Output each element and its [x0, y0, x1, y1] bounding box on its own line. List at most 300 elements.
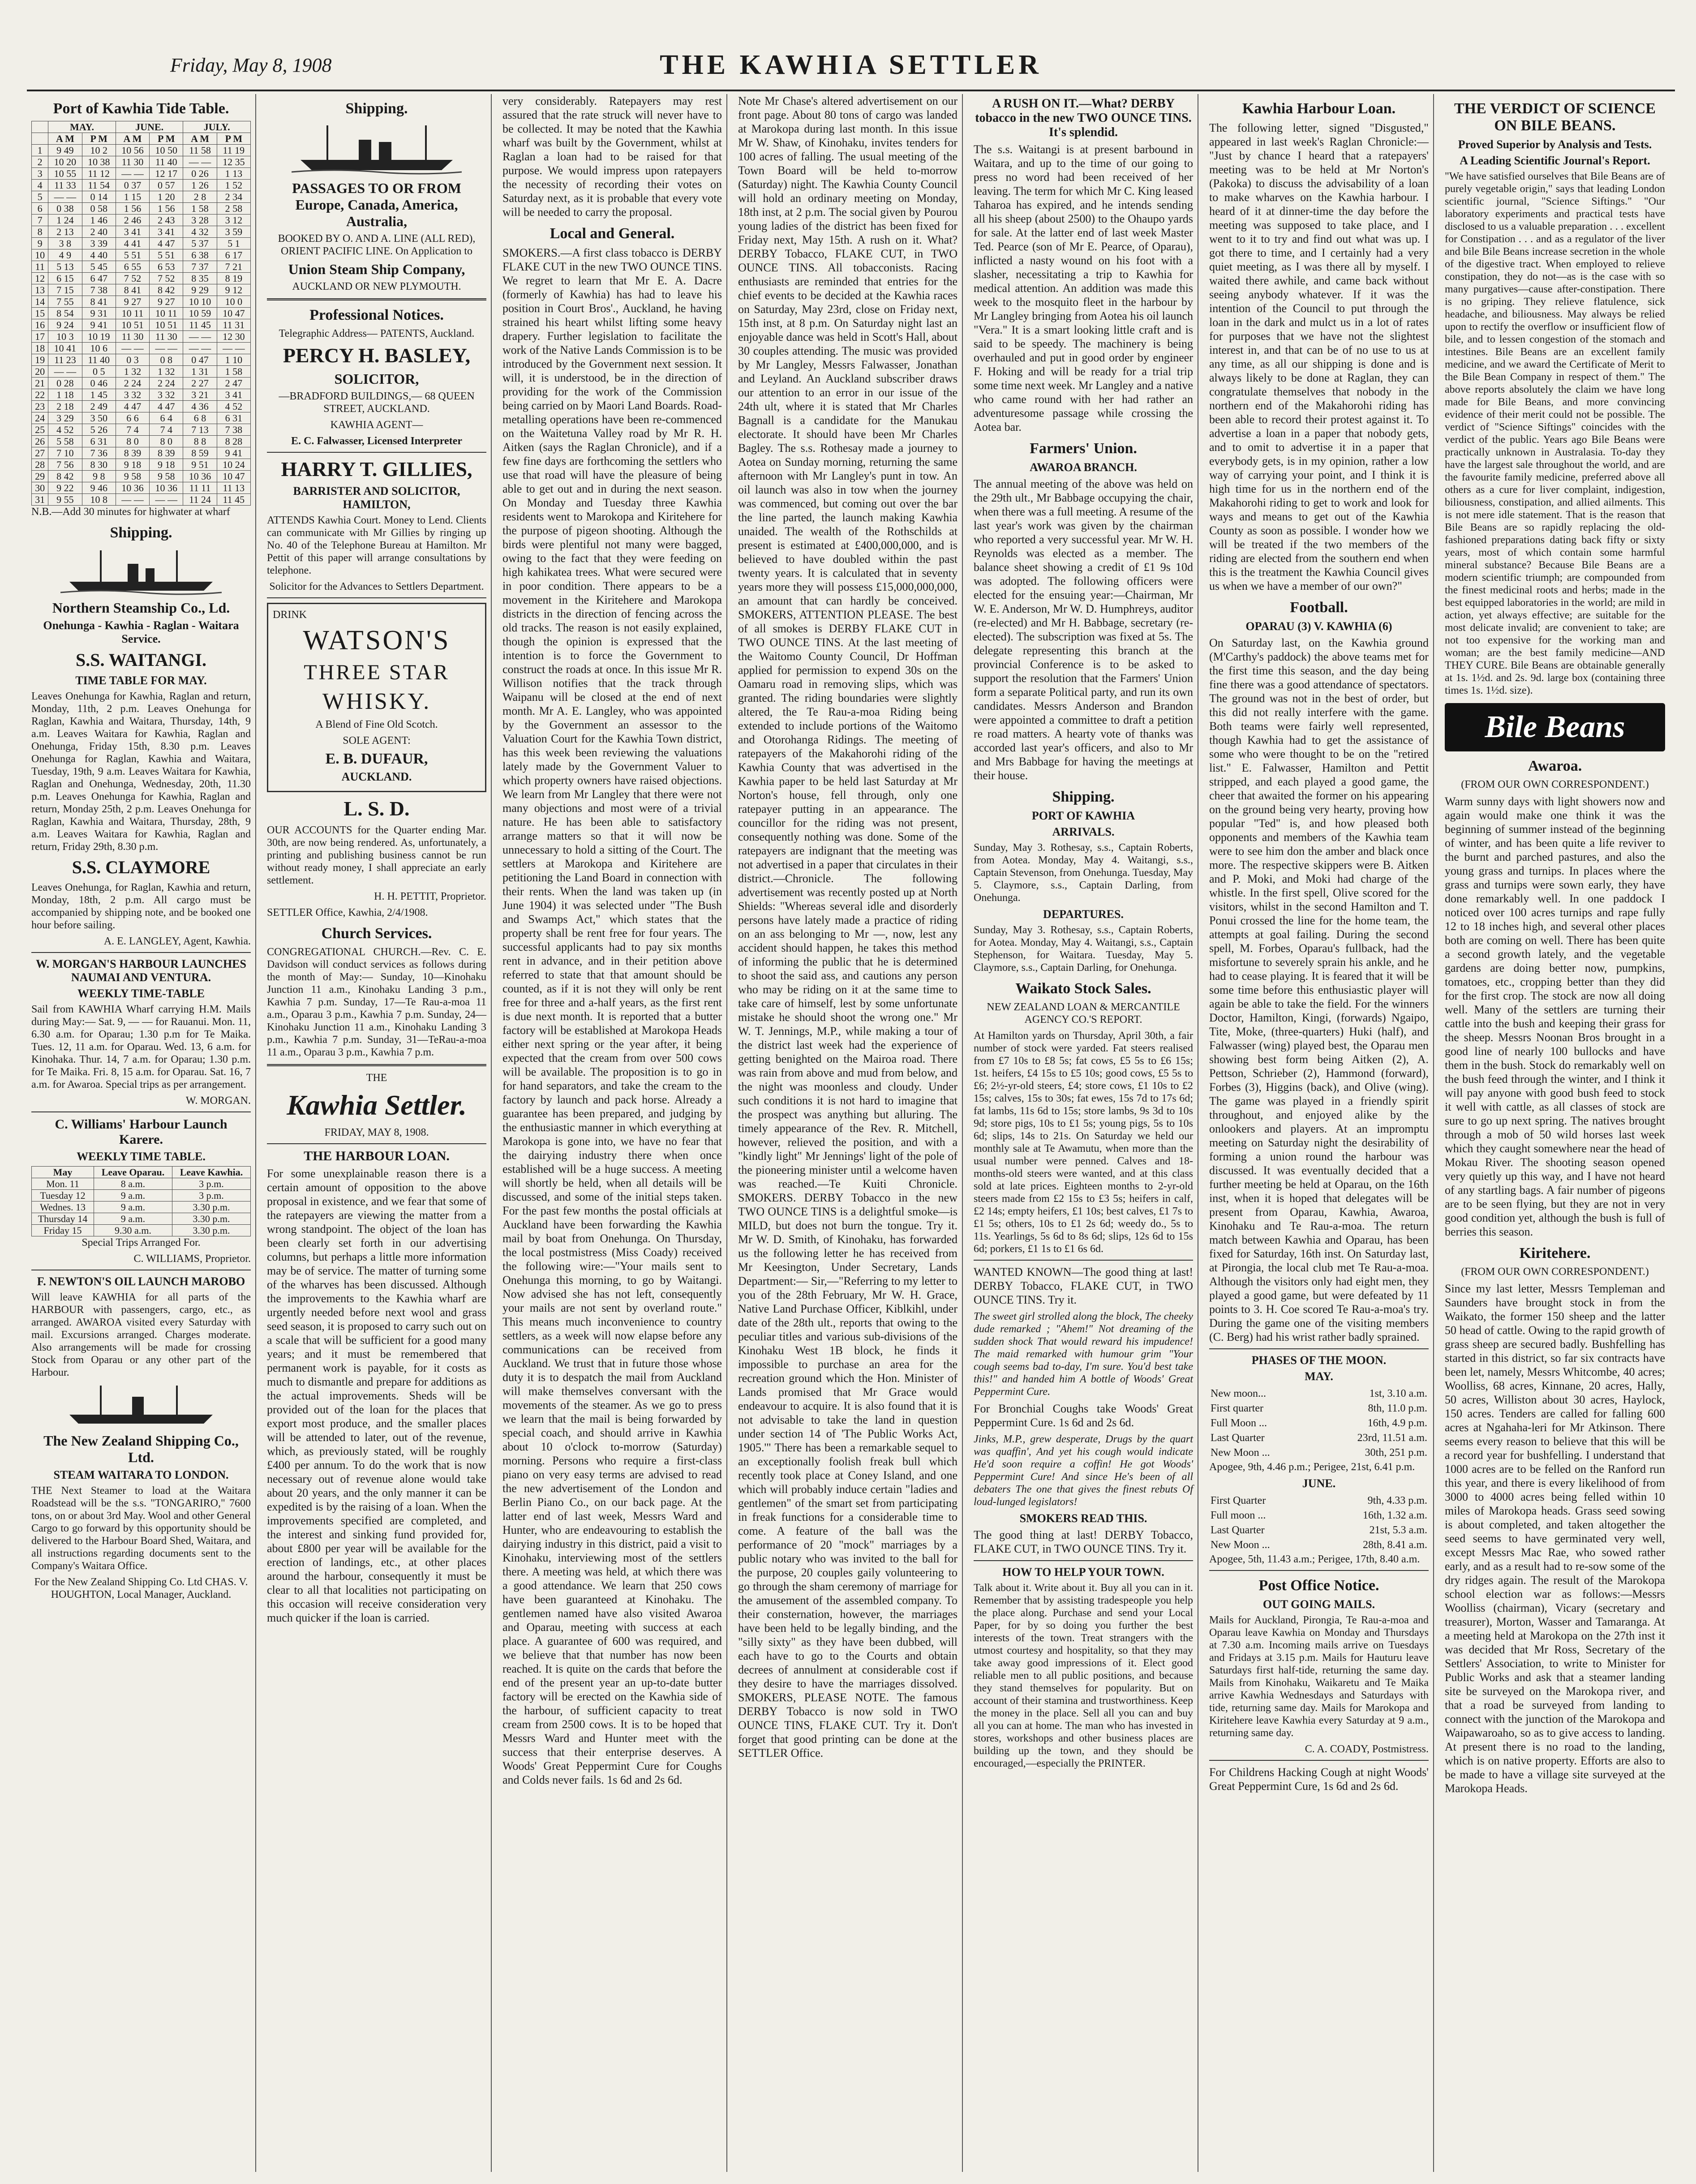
tide-cell: 4: [32, 180, 48, 191]
tide-row: [32, 494, 251, 506]
awaroa-text: Warm sunny days with light showers now and again would make one think it was the beginning of summer instead of the beginning of winter, and has been quite a life reviver to the burnt and parched pastures, and also the young grass and turnips. In places where the grass and turnips were sown early, they have done remarkably well. In one paddock I noticed over 100 acres turnips and rape fully 12 to 18 inches high, and several other places both are coming on well. There has been quite a second growth lately, and the vegetable gardens are doing better now, pumpkins, tomatoes, etc., cropping better than they did for the first crop. The stock are now all doing well. Many of the settlers are turning their cattle into the bush and keeping their grass for the sheep. Messrs Noonan Bros brought in a good line of nearly 100 bullocks and have them in the bush. Stock do remarkably well on the bush feed through the winter, and I think it will pay anyone with good bush feed to stock it well with cattle, as all classes of stock are sure to go up next spring. The natives brought through a mob of 50 wild horses last week which they caught somewhere near the head of Mokau River. The shooting season opened very quietly up this way, and I have not heard of any startling bags. A fair number of pigeons are to be seen flying, but they are not in very good condition yet, although the bush is full of berries this season.: [1445, 795, 1665, 1238]
moon-phase-cell: Last Quarter: [1211, 1432, 1265, 1444]
tide-cell: 19: [32, 354, 48, 366]
childrens-cough-ad: For Childrens Hacking Cough at night Woods' Great Peppermint Cure, 1s 6d and 2s 6d.: [1209, 1766, 1429, 1793]
tide-cell: 9 8: [82, 471, 116, 482]
tide-cell: 3 41: [116, 226, 149, 238]
tide-cell: 12: [32, 273, 48, 284]
tide-cell: 4 36: [183, 401, 217, 412]
tide-cell: 8 35: [183, 273, 217, 284]
tide-row: [32, 191, 251, 203]
tide-cell: 13: [32, 284, 48, 296]
tide-row: [32, 145, 251, 156]
tide-row: [32, 249, 251, 261]
basley-name: PERCY H. BASLEY,: [283, 344, 471, 367]
williams-cell: 8 a.m.: [94, 1178, 172, 1190]
paper-name-prefix: THE: [366, 1072, 387, 1084]
tide-cell: 11 19: [217, 145, 250, 156]
tide-cell: 9 22: [48, 482, 82, 494]
tide-cell: 6 55: [116, 261, 149, 273]
tide-cell: 18: [32, 343, 48, 354]
column-6: [1205, 94, 1434, 2172]
tide-cell: 2 27: [183, 378, 217, 389]
tide-cell: 1 32: [116, 366, 149, 378]
tide-cell: 4 52: [48, 424, 82, 436]
moon-phase-row: [1210, 1446, 1428, 1460]
divider: [267, 1143, 486, 1144]
tide-cell: 3 12: [217, 215, 250, 226]
divider: [974, 1560, 1193, 1561]
tide-cell: — —: [217, 343, 250, 354]
moon-may-note: Apogee, 9th, 4.46 p.m.; Perigee, 21st, 6.41 p.m.: [1209, 1461, 1415, 1473]
williams-cell: 9.30 a.m.: [94, 1225, 172, 1236]
tide-table: [31, 121, 251, 506]
williams-timetable-heading: WEEKLY TIME TABLE.: [77, 1150, 206, 1163]
editorial-continued: very considerably. Ratepayers may rest assured that the rate struck will never have to be collected. It may be noted that the Kawhia wharf was built by the Government, whilst at Raglan a loan had to be raised for that purpose. We would impress upon ratepayers the necessity of recording their votes on Saturday next, as it is probable that every vote will be needed to carry the proposal.: [502, 94, 722, 219]
tide-cell: 7 56: [48, 459, 82, 471]
moon-phase-row: [1210, 1431, 1428, 1445]
williams-column-header: May: [32, 1167, 94, 1178]
tide-month-header: MAY.: [48, 121, 116, 133]
tide-cell: 0 26: [183, 168, 217, 180]
tide-cell: 6 31: [217, 412, 250, 424]
columns: [27, 94, 1675, 2172]
tide-cell: 0 3: [116, 354, 149, 366]
tide-cell: 3 39: [82, 238, 116, 249]
williams-body: [32, 1178, 251, 1236]
football-heading: Football.: [1290, 599, 1348, 616]
departures-text: Sunday, May 3. Rothesay, s.s., Captain Roberts, for Aotea. Monday, May 4. Waitangi, s.s., Captain Stephenson, for Waitara. Tuesday, May 5. Claymore, s.s., Captain Darling, for Onehunga.: [974, 924, 1193, 974]
tide-cell: 5 26: [82, 424, 116, 436]
tide-header-row: [32, 133, 251, 145]
paper-name: Kawhia Settler.: [287, 1089, 467, 1121]
tide-cell: 11 33: [48, 180, 82, 191]
wanted-known-ad: WANTED KNOWN—The good thing at last! DERBY Tobacco, FLAKE CUT, in TWO OUNCE TINS. Try it.: [974, 1266, 1193, 1306]
tide-cell: 9 27: [116, 296, 149, 308]
tide-cell: 10 55: [48, 168, 82, 180]
tide-cell: 4 52: [217, 401, 250, 412]
tide-cell: 11 45: [183, 319, 217, 331]
tide-cell: 7 4: [116, 424, 149, 436]
williams-cell: Wednes. 13: [32, 1201, 94, 1213]
tide-cell: 7 4: [150, 424, 183, 436]
stock-sales-text: At Hamilton yards on Thursday, April 30th, a fair number of stock were yarded. Fat steers realised from £7 10s to £8 5s; fat cows, £5 5s to £6 15s; 1st. heifers, £4 15s to £5 10s; good cows, £5 5s to £6; 2½-yr-old steers, £4; store cows, £1 10s to £2 15s; calves, 15s to 30s; fat ewes, 15s 7d to 17s 6d; fat lambs, 11s 6d to 15s; store lambs, 9s 3d to 10s 9d; store pigs, 10s to £1 5s; young pigs, 5s to 10s 6d; slips, 14s to 21s. On Saturday we held our monthly sale at Te Awamutu, when more than the usual number were penned. Calves and 18-months-old steers were wanted, and at this class sold at late prices. Eighteen months to 2-yr-old steers made from £2 15s to £3 5s; heifers in calf, £2 14s; empty heifers, £1 10s; best calves, £1 7s to £1 5s; others, 10s to £1 2s 6d; weedy do., 5s to 11s. Yearlings, 5s 6d to 8s 6d; slips, 12s 6d to 15s 6d; porkers, £1 1s to £1 6s 6d.: [974, 1030, 1193, 1255]
tide-row: [32, 296, 251, 308]
tide-cell: 4 40: [82, 249, 116, 261]
tide-cell: 1 18: [48, 389, 82, 401]
agent-signature: A. E. LANGLEY, Agent, Kawhia.: [103, 935, 251, 947]
waitangi-timetable-heading: TIME TABLE FOR MAY.: [75, 674, 207, 687]
basley-telegraphic: Telegraphic Address— PATENTS, Auckland.: [279, 328, 475, 339]
tide-cell: 10 6: [82, 343, 116, 354]
basley-address: —BRADFORD BUILDINGS,— 68 QUEEN STREET, AUCKLAND.: [279, 390, 475, 415]
tide-cell: 3 21: [183, 389, 217, 401]
moon-phase-cell: 16th, 1.32 a.m.: [1363, 1510, 1427, 1521]
local-general-heading: Local and General.: [550, 225, 675, 242]
farmers-union-text: The annual meeting of the above was held on the 29th ult., Mr Babbage occupying the chair, when there was a full meeting. A resume of the last year's work was given by the chairman who reported a very successful year. Mr W. H. Reynolds was elected as a member. The balance sheet showing a credit of £1 9s 10d was adopted. The following officers were elected for the ensuing year:—Chairman, Mr W. E. Anderson, Mr W. D. Humphreys, auditor (re-elected) and Mr H. Babbage, secretary (re-elected). The subscription was fixed at 5s. The delegate representing this branch at the provincial Conference is to be asked to support the resolution that the Farmers' Union form a separate Political party, and run its own candidates. Messrs Anderson and Brandon were appointed a committee to draft a petition re road matters. A hearty vote of thanks was accorded last year's officers, and also to Mr and Mrs Babbage for having the meetings at their house.: [974, 477, 1193, 782]
tide-cell: 2 43: [150, 215, 183, 226]
tide-cell: 3: [32, 168, 48, 180]
williams-cell: 3 p.m.: [172, 1190, 250, 1201]
tide-cell: 10 41: [48, 343, 82, 354]
tide-cell: 6 8: [183, 412, 217, 424]
whisky-drink: DRINK: [273, 609, 307, 621]
tide-cell: 7 52: [116, 273, 149, 284]
help-town-heading: HOW TO HELP YOUR TOWN.: [1002, 1566, 1164, 1579]
moon-phase-cell: 9th, 4.33 p.m.: [1367, 1495, 1427, 1506]
tide-cell: 0 46: [82, 378, 116, 389]
tide-cell: 0 58: [82, 203, 116, 215]
tide-cell: 7: [32, 215, 48, 226]
tide-cell: 25: [32, 424, 48, 436]
moon-phase-row: [1210, 1538, 1428, 1552]
tide-cell: 6 47: [82, 273, 116, 284]
whisky-three-star: THREE STAR: [304, 661, 450, 684]
tide-cell: 22: [32, 389, 48, 401]
moon-phase-cell: New Moon ...: [1211, 1539, 1270, 1551]
tide-cell: 3 28: [183, 215, 217, 226]
northern-steamship-route: Onehunga - Kawhia - Raglan - Waitara Service.: [43, 619, 239, 645]
tide-cell: 8 39: [150, 447, 183, 459]
tide-cell: 10 36: [150, 482, 183, 494]
union-steamship-locations: AUCKLAND OR NEW PLYMOUTH.: [292, 281, 461, 292]
tide-row: [32, 319, 251, 331]
tide-cell: 6 4: [150, 412, 183, 424]
tide-row: [32, 401, 251, 412]
tide-cell: — —: [48, 366, 82, 378]
morgan-timetable-heading: WEEKLY TIME-TABLE: [77, 987, 205, 1000]
nzsc-text: THE Next Steamer to load at the Waitara Roadstead will be the s.s. "TONGARIRO," 7600 tons, on or about 3rd May. Wool and other General Cargo to go forward by this opportunity should be delivered to the Harbour Board Shed, Waitara, and all instructions regarding documents sent to the Company's Waitara Office.: [31, 1485, 251, 1572]
tide-cell: 2 46: [116, 215, 149, 226]
tide-cell: 8 42: [150, 284, 183, 296]
tide-cell: 11 24: [183, 494, 217, 506]
professional-notices-heading: Professional Notices.: [309, 307, 444, 323]
harbour-loan-letter: The following letter, signed "Disgusted," appeared in last week's Raglan Chronicle:— "Just by chance I heard that a ratepayers' meeting was to be held at Mr Norton's (Pakoka) to discuss the advisability of a loan to make wharves on the Kawhia harbour. I heard of it at dinner-time the day before the meeting was supposed to take place, and I went to it to try and find out what was up. I got there to time, and I certainly had a very quiet meeting, as I was there all by myself. I waited there awhile, and came back without seeing anybody whatever. If it was the intention of the Council to put through the loan in the dark and mulct us in a lot of rates for purposes that we have not the slightest interest in, and that can be of no use to us at any time, as all our shipping is done and is always likely to be done at Raglan, they can congratulate themselves that nobody in the northern end of the Makahorohi riding has been able to record their protest against it. To advertise a loan in a paper that nobody gets, and to omit to advertise it in a paper that everybody gets, is in my opinion, rather a low way of carrying your point, and I think it is high time for us in the northern end of the Makahorohi riding to get to work and look for ways and means to get out of the Kawhia County as soon as possible. I wonder how we will be treated if the two members of the riding are elected from the southern end when this is the treatment the Kawhia Council gives us when we have a member of our own?": [1209, 121, 1429, 592]
post-office-text: Mails for Auckland, Pirongia, Te Rau-a-moa and Oparau leave Kawhia on Monday and Thursdays at 7.30 a.m. Incoming mails arrive on Tuesdays and Fridays at 3.15 p.m. Mails for Hauturu leave Saturdays first half-tide, returning the same day. Mails from Kinohaku, Waikaretu and Te Maika arrive Kawhia Wednesdays and Saturdays with tide, returning same day. Mails for Marokopa and Kiritehere leave Kawhia every Saturday at 9 a.m., returning same day.: [1209, 1614, 1429, 1739]
tide-cell: 8 0: [116, 436, 149, 447]
tide-cell: 11 40: [82, 354, 116, 366]
tide-cell: 1: [32, 145, 48, 156]
tide-cell: 9 18: [116, 459, 149, 471]
smokers-heading: SMOKERS READ THIS.: [1019, 1512, 1147, 1525]
football-report: On Saturday last, on the Kawhia ground (M'Carthy's paddock) the above teams met for the first time this season, and the day being fine there was a good attendance of spectators. The ground was not in the best of order, but this did not really interfere with the game. Both teams were fairly well represented, though Kawhia had to get the assistance of some who were thought to be on the "retired list." E. Falwasser, Hamilton and Pettit stripped, and each played a good game, the cheer that awaited the former on his appearing on the ground being very hearty, proving how popular "Ted" is, and how pleased both opponents and members of the Kawhia team were to see him don the amber and black once more. The respective skippers were B. Aitken and P. Moki, and Moki had charge of the whistle. In the first spell, Olive scored for the visitors, whilst in the second Hamilton and T. Ponui crossed the line for the home team, the attempts at goal failing. During the second spell, M. Forbes, Oparau's fullback, had the misfortune to severely sprain his ankle, and he had to cease playing. It is feared that it will be some time before this enthusiastic player will again be able to take the field. For the winners Doctor, Hamilton, Kingi, (forwards) Ngaipo, Tite, Moke, (three-quarters) Huki (half), and Falwasser (wing) played best, the Oparau men showing best form being Aitken (2), A. Pettson, Schrieber (2), Hammond (forward), Forbes (3), Higgins (back), and Olive (wing). The game was played in a friendly spirit throughout, and enjoyed alike by the onlookers and players. At an impromptu meeting on Saturday night the desirability of forming a union round the harbour was discussed. It was eventually decided that a further meeting be held at Oparau, on the 16th inst, when it is hoped that delegates will be present from Oparau, Kawhia, Awaroa, Kinohaku and Te Rau-a-moa. The return match between Kawhia and Oparau, has been fixed for Saturday, 16th inst. On Saturday last, at Pirongia, the local club met Te Rau-a-moa. Although the visitors only had eight men, they played a good game, but were defeated by 11 points to 3. H. Coe scored Te Rau-a-moa's try. During the game one of the visiting members (C. Berg) had his wrist rather badly sprained.: [1209, 636, 1429, 1343]
nzsc-signature: For the New Zealand Shipping Co. Ltd CHAS. V. HOUGHTON, Local Manager, Auckland.: [34, 1576, 248, 1600]
post-office-heading: Post Office Notice.: [1258, 1577, 1379, 1594]
moon-phase-cell: 23rd, 11.51 a.m.: [1357, 1432, 1427, 1444]
shipping-heading: Shipping.: [1052, 789, 1115, 805]
tide-cell: 14: [32, 296, 48, 308]
tide-cell: 7 55: [48, 296, 82, 308]
tide-blank-cell: [32, 133, 48, 145]
tide-cell: 9 58: [116, 471, 149, 482]
lsd-text: OUR ACCOUNTS for the Quarter ending Mar. 30th, are now being rendered. As, unfortunately, a printing and publishing business cannot be run without ready money, I shall appreciate an early settlement.: [267, 824, 486, 886]
awaroa-byline: (FROM OUR OWN CORRESPONDENT.): [1461, 779, 1649, 790]
tide-cell: 0 28: [48, 378, 82, 389]
gillies-subtitle: Solicitor for the Advances to Settlers Department.: [269, 581, 484, 592]
divider: [1209, 1570, 1429, 1571]
harbour-loan-heading: Kawhia Harbour Loan.: [1242, 100, 1396, 117]
moon-phase-row: [1210, 1416, 1428, 1430]
tide-ampm-header: P M: [217, 133, 250, 145]
northern-steamship-name: Northern Steamship Co., Ld.: [52, 600, 230, 616]
tide-cell: 10 47: [217, 308, 250, 319]
williams-header-row: [32, 1167, 251, 1178]
kiritehere-byline: (FROM OUR OWN CORRESPONDENT.): [1461, 1266, 1649, 1278]
tide-cell: 17: [32, 331, 48, 343]
shipping-heading: Shipping.: [345, 100, 408, 117]
claymore-title: S.S. CLAYMORE: [72, 857, 210, 877]
tide-cell: 9 51: [183, 459, 217, 471]
nzsc-subheading: STEAM WAITARA TO LONDON.: [53, 1468, 229, 1481]
claymore-timetable: Leaves Onehunga, for Raglan, Kawhia and return, Monday, 18th, 2 p.m. All cargo must be accompanied by shipping note, and be booked one hour before sailing.: [31, 882, 251, 931]
tide-cell: 2 13: [48, 226, 82, 238]
tide-row: [32, 343, 251, 354]
tide-cell: 3 32: [150, 389, 183, 401]
tide-body: [32, 145, 251, 506]
williams-cell: Thursday 14: [32, 1213, 94, 1225]
tide-cell: 3 32: [116, 389, 149, 401]
tide-row: [32, 366, 251, 378]
tide-cell: 7 15: [48, 284, 82, 296]
post-office-signature: C. A. COADY, Postmistress.: [1305, 1743, 1429, 1755]
steamship-illustration-icon: [60, 1383, 222, 1428]
tide-cell: 10 8: [82, 494, 116, 506]
tide-cell: 0 37: [116, 180, 149, 191]
tide-cell: 2 40: [82, 226, 116, 238]
divider: [974, 1260, 1193, 1261]
tide-cell: 1 31: [183, 366, 217, 378]
tide-cell: 6 6: [116, 412, 149, 424]
moon-june-heading: JUNE.: [1302, 1477, 1336, 1490]
tide-cell: 6 38: [183, 249, 217, 261]
moon-may-heading: MAY.: [1305, 1370, 1333, 1383]
tide-cell: 6: [32, 203, 48, 215]
williams-cell: 9 a.m.: [94, 1201, 172, 1213]
tide-row: [32, 389, 251, 401]
divider: [1209, 1760, 1429, 1761]
divider: [267, 452, 486, 453]
tide-row: [32, 471, 251, 482]
lsd-signature: H. H. PETTIT, Proprietor.: [374, 891, 486, 902]
peppermint-poem: The sweet girl strolled along the block, The cheeky dude remarked ; "Ahem!" Not dreaming of the sudden shock That would reward his impudence! The maid remarked with humour grim "Your cough seems bad to-day, I'm sure. You'd best take this!" and handed him A bottle of Woods' Great Peppermint Cure.: [974, 1311, 1193, 1398]
gillies-text: ATTENDS Kawhia Court. Money to Lend. Clients can communicate with Mr Gillies by ringing up No. 40 of the Telephone Bureau at Hamilton. Mr Pettit of this paper will arrange consultations by telephone.: [267, 515, 486, 576]
tide-cell: — —: [183, 343, 217, 354]
tide-cell: 8 19: [217, 273, 250, 284]
tide-cell: 8: [32, 226, 48, 238]
tide-cell: 11 30: [116, 156, 149, 168]
tide-cell: 10 24: [217, 459, 250, 471]
whisky-brand: WATSON'S: [303, 625, 451, 656]
tide-cell: 11 30: [150, 331, 183, 343]
tide-cell: 5: [32, 191, 48, 203]
tide-cell: 11 45: [217, 494, 250, 506]
tide-cell: 10 36: [183, 471, 217, 482]
williams-row: [32, 1190, 251, 1201]
tide-cell: 12 17: [150, 168, 183, 180]
tide-row: [32, 482, 251, 494]
tide-cell: 11 58: [183, 145, 217, 156]
tide-cell: 7 38: [217, 424, 250, 436]
tide-cell: 5 51: [150, 249, 183, 261]
shipping-heading: Shipping.: [110, 524, 172, 541]
tide-row: [32, 378, 251, 389]
tide-row: [32, 180, 251, 191]
basley-title: SOLICITOR,: [334, 371, 419, 387]
tide-row: [32, 238, 251, 249]
steamship-illustration-icon: [292, 122, 462, 176]
divider: [267, 597, 486, 598]
church-services-text: CONGREGATIONAL CHURCH.—Rev. C. E. Davidson will conduct services as follows during the month of May:— Sunday, 10—Kinohaku Junction 11 a.m., Kinohaku Landing 3 p.m., Kawhia 7 p.m. Sunday, 17—Te Rau-a-moa 11 a.m., Oparau 3 p.m., Kawhia 7 p.m. Sunday, 24—Kinohaku Junction 11 a.m., Kinohaku Landing 3 p.m., Kawhia 7 p.m. Sunday, 31—TeRau-a-moa 11 a.m., Oparau 3 p.m., Kawhia 7 p.m.: [267, 946, 486, 1058]
tide-cell: 10 38: [82, 156, 116, 168]
rush-heading: A RUSH ON IT.—What? DERBY tobacco in the new TWO OUNCE TINS. It's splendid.: [975, 97, 1192, 139]
morgan-heading: W. MORGAN'S HARBOUR LAUNCHES NAUMAI AND VENTURA.: [36, 957, 246, 984]
tide-cell: 29: [32, 471, 48, 482]
masthead: [27, 36, 1675, 91]
moon-phase-cell: 1st, 3.10 a.m.: [1369, 1388, 1427, 1399]
tide-cell: 8 39: [116, 447, 149, 459]
newspaper-title: THE KAWHIA SETTLER: [660, 50, 1042, 80]
tide-cell: 11: [32, 261, 48, 273]
tide-ampm-header: P M: [150, 133, 183, 145]
moon-phase-row: [1210, 1509, 1428, 1523]
issue-date: Friday, May 8, 1908: [170, 54, 332, 76]
tide-cell: 10 11: [150, 308, 183, 319]
newton-text: Will leave KAWHIA for all parts of the HARBOUR with passengers, cargo, etc., as arranged. AWAROA visited every Saturday with mail. Excursions arranged. Charges moderate. Also arrangements will be made for crossing Stock from Oparau or any other part of the Harbour.: [31, 1292, 251, 1378]
tide-cell: 3 29: [48, 412, 82, 424]
williams-cell: 3.30 p.m.: [172, 1225, 250, 1236]
tide-row: [32, 447, 251, 459]
williams-cell: Friday 15: [32, 1225, 94, 1236]
tide-cell: 9 18: [150, 459, 183, 471]
tide-cell: 5 58: [48, 436, 82, 447]
tide-cell: 7 36: [82, 447, 116, 459]
morgan-timetable: Sail from KAWHIA Wharf carrying H.M. Mails during May:— Sat. 9, — — for Rauanui. Mon. 11, 6.30 a.m. for Oparau; 1.30 p.m for Te Maika. Tues. 12, 11 a.m. for Oparau. Wed. 13, 6 a.m. for Kinohaka. Thur. 14, 7 a.m. for Oparau; 1.30 p.m. for Te Maika. Fri. 8, 15 a.m. for Oparau. Sat. 16, 7 a.m. for Awaroa. Special trips as per arrangement.: [31, 1004, 251, 1090]
tide-table-title: Port of Kawhia Tide Table.: [53, 100, 229, 117]
whisky-advertisement: [267, 603, 486, 792]
williams-column-header: Leave Kawhia.: [172, 1167, 250, 1178]
tide-cell: 12 30: [217, 331, 250, 343]
tide-cell: 8 0: [150, 436, 183, 447]
tide-cell: 1 15: [116, 191, 149, 203]
smokers-text: The good thing at last! DERBY Tobacco, FLAKE CUT, in TWO OUNCE TINS. Try it.: [974, 1528, 1193, 1555]
williams-cell: Mon. 11: [32, 1178, 94, 1190]
tide-row: [32, 273, 251, 284]
tide-cell: 7 13: [183, 424, 217, 436]
departures-heading: DEPARTURES.: [1043, 908, 1124, 921]
whisky-sole-agent-label: SOLE AGENT:: [343, 735, 411, 747]
tide-cell: 1 56: [116, 203, 149, 215]
tide-cell: — —: [150, 343, 183, 354]
tide-cell: 1 56: [150, 203, 183, 215]
lsd-heading: L. S. D.: [343, 797, 410, 820]
farmers-union-heading: Farmers' Union.: [1030, 440, 1137, 457]
tide-cell: 8 8: [183, 436, 217, 447]
tide-cell: 31: [32, 494, 48, 506]
kawhia-agent-label: KAWHIA AGENT—: [330, 419, 423, 431]
tide-cell: 23: [32, 401, 48, 412]
tide-cell: 10 19: [82, 331, 116, 343]
union-steamship-name: Union Steam Ship Company,: [288, 261, 465, 277]
tide-cell: 1 46: [82, 215, 116, 226]
tide-cell: 7 38: [82, 284, 116, 296]
tide-cell: 9 49: [48, 145, 82, 156]
tide-cell: 8 54: [48, 308, 82, 319]
arrivals-text: Sunday, May 3. Rothesay, s.s., Captain Roberts, from Aotea. Monday, May 4. Waitangi, s.s., Captain Stevenson, from Onehunga. Tuesday, May 5. Claymore, s.s., Captain Darling, from Onehunga.: [974, 842, 1193, 904]
port-heading: PORT OF KAWHIA: [1031, 809, 1135, 822]
moon-phase-cell: 21st, 5.3 a.m.: [1369, 1524, 1427, 1536]
tide-month-header: JULY.: [183, 121, 251, 133]
football-score: OPARAU (3) V. KAWHIA (6): [1245, 620, 1392, 633]
moon-phase-row: [1210, 1523, 1428, 1537]
tide-month-header: JUNE.: [116, 121, 183, 133]
local-general-text: SMOKERS.—A first class tobacco is DERBY FLAKE CUT in the new TWO OUNCE TINS. We regret to learn that Mr E. A. Dacre (formerly of Kawhia) has had to leave his position in Court Bros'., Auckland, he having strained his heart whilst lifting some heavy drapery. Further legislation to facilitate the work of the Native Lands Commission is to be introduced by the Government next session. It will, it is understood, be in the direction of providing for the work of the Commission being carried on by Maori Land Boards. Road-metalling operations have been re-commenced on the Waitetuna Valley road by Mr R. H. Aitken (says the Raglan Chronicle), and if a few fine days are forthcoming the settlers who use that road will have the pleasure of being able to get out and in during the next season. On Monday and Tuesday three Kawhia residents went to Marokopa and Kiritehere for the purpose of pigeon shooting. Although the birds were plentiful not many were bagged, owing to the fact that they were feeding on high kahikatea trees. What were secured were in poor condition. There appears to be a movement in the Kiritehere and Marokopa districts in the direction of fencing across the old tracks. The reason is not easily explained, though the opinion is expressed that the intention is to force the Government to construct the roads at once. In this issue Mr R. Willison notifies that the track through Waipanu will be closed at the end of next month. Mr A. E. Langley, who was appointed by the Government an assessor to the Valuation Court for the Kawhia Town district, has this week been reviewing the valuations lately made by the Government Valuer to which property owners have raised objections. We learn from Mr Langley that there were not many objections and most were of a trivial nature. He has been able to satisfactory arrange matters so that it will now be unnecessary to hold a sitting of the Court. The settlers at Marokopa and Kiritehere are petitioning the Land Board in connection with their rents. When the land was taken up (in June 1904) it was selected under "The Bush and Swamps Act," which states that the property shall be rent free for four years. The successful applicants had to pay six months rent in advance, and in their petition above referred to state that that amount should be counted, as if it is not they will only be rent free for three and a-half years, as the first rent is due next month. It is reported that a butter factory will be established at Marokopa Heads either next spring or the year after, it being expected that the cream from over 500 cows will be available. The proposition is to go in for hand separators, and take the cream to the factory by launch and pack horse. Already a guarantee has been prepared, and judging by the enthusiastic manner in which everything at Marokopa is gone into, we have no fear that the dairying industry there when once established will be a huge success. A meeting will shortly be held, when all details will be discussed, and some of the initial steps taken. For the past few months the postal officials at Auckland have been forwarding the Kawhia mail by boat from Onehunga. On Thursday, the local postmistress (Miss Coady) received the following wire:—"Your mails sent to Onehunga this morning, to go by Waitangi. Now advised she has not left, consequently your mails are not sent by overland route." This means much inconvenience to country settlers, as a week will now elapse before any communications can be received from Auckland. We trust that in future those whose duty it is to despatch the mail from Auckland will make themselves conversant with the movements of the steamer. As we go to press we learn that the mail is being forwarded by special coach, and should arrive in Kawhia about 10 o'clock to-morrow (Saturday) morning. Persons who require a first-class piano on very easy terms are advised to read the new advertisement of the London and Berlin Piano Co., on our back page. At the latter end of last week, Messrs Ward and Hunter, who are endeavouring to establish the dairying industry in this district, paid a visit to Kinohaku, interviewing most of the settlers there. A meeting was held, at which there was a good attendance. We learn that 250 cows have been guaranteed at Kinohaku. The gentlemen named have also visited Awaroa and Oparau, meeting with success at each place. A guarantee of 600 was required, and we believe that that number has now been reached. It is quite on the cards that before the end of the present year an up-to-date butter factory will be erected on the Kawhia side of the harbour, of sufficient capacity to treat cream from 2500 cows. It is to be hoped that Messrs Ward and Hunter meet with the success that their enterprise deserves. A Woods' Great Peppermint Cure for Coughs and Colds never fails. 1s 6d and 2s 6d.: [502, 246, 722, 1786]
tide-cell: 3 8: [48, 238, 82, 249]
tide-cell: 15: [32, 308, 48, 319]
stock-sales-heading: Waikato Stock Sales.: [1015, 980, 1151, 997]
divider: [31, 952, 251, 953]
moon-phase-cell: 30th, 251 p.m.: [1365, 1447, 1427, 1459]
tide-cell: — —: [183, 156, 217, 168]
tide-row: [32, 308, 251, 319]
post-office-subheading: OUT GOING MAILS.: [1262, 1598, 1375, 1611]
tide-cell: 5 1: [217, 238, 250, 249]
bile-beans-logo: Bile Beans: [1445, 703, 1665, 751]
tide-cell: 4 9: [48, 249, 82, 261]
tide-row: [32, 226, 251, 238]
moon-june-table: [1209, 1493, 1429, 1553]
tide-ampm-header: A M: [116, 133, 149, 145]
moon-phase-cell: New moon...: [1211, 1388, 1266, 1399]
tide-cell: 9 12: [217, 284, 250, 296]
tide-cell: 9 46: [82, 482, 116, 494]
tide-row: [32, 412, 251, 424]
tide-ampm-header: P M: [82, 133, 116, 145]
tide-cell: 7 21: [217, 261, 250, 273]
tide-cell: 8 28: [217, 436, 250, 447]
tide-row: [32, 331, 251, 343]
tide-cell: 9 41: [82, 319, 116, 331]
tide-cell: 1 58: [183, 203, 217, 215]
waitangi-timetable: Leaves Onehunga for Kawhia, Raglan and return, Monday, 11th, 2 p.m. Leaves Onehunga for Raglan, Kawhia and Waitara, Thursday, 14th, 9 a.m. Leaves Waitara for Kawhia, Raglan and Onehunga, Friday 15th, 8.30 p.m. Leaves Onehunga for Raglan, Kawhia and Waitara, Tuesday, 19th, 9 a.m. Leaves Waitara for Kawhia, Raglan and Onehunga, Wednesday, 20th, 11.30 p.m. Leaves Onehunga for Kawhia, Raglan and return, Monday 25th, 2 p.m. Leaves Onehunga for Raglan, Kawhia and Waitara, Thursday, 28th, 9 a.m. Leaves Waitara for Kawhia, Raglan and return, Friday 29th, 8.30 p.m.: [31, 691, 251, 853]
bile-beans-heading: THE VERDICT OF SCIENCE ON BILE BEANS.: [1454, 100, 1656, 134]
tide-cell: 1 52: [217, 180, 250, 191]
passages-text: BOOKED BY O. AND A. LINE (ALL RED), ORIENT PACIFIC LINE. On Application to: [278, 233, 476, 257]
tide-row: [32, 168, 251, 180]
lsd-office: SETTLER Office, Kawhia, 2/4/1908.: [267, 907, 428, 918]
moon-phase-cell: First quarter: [1211, 1403, 1263, 1414]
tide-cell: 4 32: [183, 226, 217, 238]
whisky-word: WHISKY.: [322, 689, 431, 714]
williams-cell: 9 a.m.: [94, 1190, 172, 1201]
tide-cell: 0 8: [150, 354, 183, 366]
gillies-name: HARRY T. GILLIES,: [281, 458, 472, 481]
tide-cell: 1 13: [217, 168, 250, 180]
column-7: [1440, 94, 1670, 2172]
williams-note: Special Trips Arranged For.: [82, 1237, 201, 1249]
whisky-agent-city: AUCKLAND.: [341, 770, 412, 783]
tide-months-row: [32, 121, 251, 133]
divider: [1209, 1348, 1429, 1349]
williams-row: [32, 1178, 251, 1190]
moon-may-table: [1209, 1386, 1429, 1461]
tide-row: [32, 459, 251, 471]
tide-cell: 8 59: [183, 447, 217, 459]
tide-cell: 4 47: [150, 401, 183, 412]
tide-cell: 10 51: [150, 319, 183, 331]
tide-cell: 11 30: [116, 331, 149, 343]
tide-row: [32, 284, 251, 296]
tide-blank-cell: [32, 121, 48, 133]
